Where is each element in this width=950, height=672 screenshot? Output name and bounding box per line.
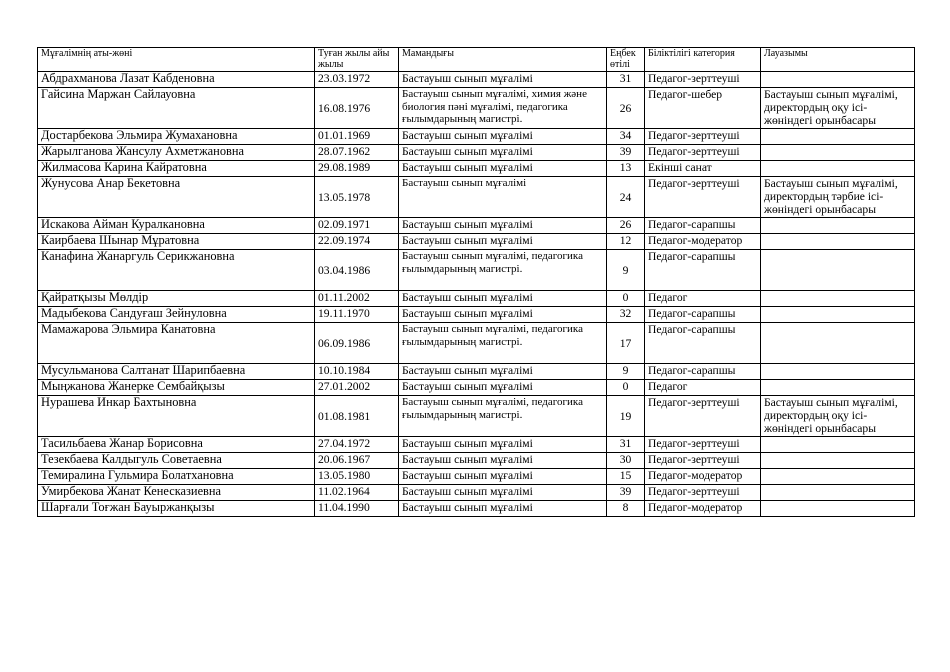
table-row [38, 177, 915, 218]
cell-position [761, 161, 915, 177]
cell-category: Педагог-сарапшы [645, 250, 761, 291]
cell-dob: 01.08.1981 [315, 396, 399, 437]
cell-name: Искакова Айман Куралкановна [38, 218, 315, 234]
header-name: Мұғалімнің аты-жөні [38, 48, 315, 72]
cell-name: Достарбекова Эльмира Жумахановна [38, 129, 315, 145]
cell-position [761, 234, 915, 250]
cell-experience: 26 [607, 88, 645, 129]
cell-category: Педагог-сарапшы [645, 364, 761, 380]
table-row [38, 364, 915, 380]
cell-name: Мадыбекова Сандуғаш Зейнуловна [38, 307, 315, 323]
cell-experience: 24 [607, 177, 645, 218]
cell-category: Педагог-сарапшы [645, 307, 761, 323]
cell-specialty: Бастауыш сынып мұғалімі [399, 129, 607, 145]
cell-dob: 16.08.1976 [315, 88, 399, 129]
cell-position [761, 364, 915, 380]
table-row [38, 145, 915, 161]
cell-category: Педагог-зерттеуші [645, 145, 761, 161]
table-row [38, 291, 915, 307]
cell-experience: 9 [607, 364, 645, 380]
cell-experience: 9 [607, 250, 645, 291]
cell-position [761, 291, 915, 307]
cell-category: Педагог-модератор [645, 234, 761, 250]
cell-name: Нурашева Инкар Бахтыновна [38, 396, 315, 437]
cell-dob: 29.08.1989 [315, 161, 399, 177]
cell-name: Абдрахманова Лазат Кабденовна [38, 72, 315, 88]
staff-table [37, 47, 915, 517]
cell-category: Педагог-зерттеуші [645, 129, 761, 145]
cell-name: Тезекбаева Калдыгуль Советаевна [38, 453, 315, 469]
table-row [38, 161, 915, 177]
cell-specialty: Бастауыш сынып мұғалімі [399, 380, 607, 396]
cell-dob: 10.10.1984 [315, 364, 399, 380]
cell-name: Каирбаева Шынар Мұратовна [38, 234, 315, 250]
cell-name: Қайратқызы Мөлдір [38, 291, 315, 307]
cell-position [761, 437, 915, 453]
cell-experience: 13 [607, 161, 645, 177]
cell-position [761, 380, 915, 396]
cell-dob: 28.07.1962 [315, 145, 399, 161]
cell-category: Педагог-зерттеуші [645, 453, 761, 469]
cell-experience: 39 [607, 145, 645, 161]
header-specialty: Мамандығы [399, 48, 607, 72]
cell-specialty: Бастауыш сынып мұғалімі, педагогика ғылымдарының магистрі. [399, 323, 607, 364]
cell-specialty: Бастауыш сынып мұғалімі [399, 469, 607, 485]
table-row [38, 88, 915, 129]
cell-dob: 20.06.1967 [315, 453, 399, 469]
cell-position [761, 145, 915, 161]
cell-dob: 23.03.1972 [315, 72, 399, 88]
cell-name: Мамажарова Эльмира Канатовна [38, 323, 315, 364]
cell-position [761, 501, 915, 517]
cell-category: Педагог [645, 380, 761, 396]
cell-dob: 01.01.1969 [315, 129, 399, 145]
table-row [38, 485, 915, 501]
cell-category: Екінші санат [645, 161, 761, 177]
cell-name: Умирбекова Жанат Кенесказиевна [38, 485, 315, 501]
cell-dob: 11.04.1990 [315, 501, 399, 517]
cell-experience: 8 [607, 501, 645, 517]
cell-specialty: Бастауыш сынып мұғалімі [399, 218, 607, 234]
cell-experience: 31 [607, 72, 645, 88]
table-row [38, 323, 915, 364]
table-row [38, 250, 915, 291]
cell-dob: 01.11.2002 [315, 291, 399, 307]
cell-position: Бастауыш сынып мұғалімі, директордың оқу ісі-жөніндегі орынбасары [761, 88, 915, 129]
cell-specialty: Бастауыш сынып мұғалімі [399, 364, 607, 380]
table-row [38, 469, 915, 485]
cell-dob: 27.04.1972 [315, 437, 399, 453]
cell-category: Педагог-модератор [645, 501, 761, 517]
cell-position [761, 307, 915, 323]
header-category: Біліктілігі категория [645, 48, 761, 72]
cell-dob: 06.09.1986 [315, 323, 399, 364]
cell-specialty: Бастауыш сынып мұғалімі [399, 291, 607, 307]
cell-name: Гайсина Маржан Сайлауовна [38, 88, 315, 129]
cell-specialty: Бастауыш сынып мұғалімі [399, 145, 607, 161]
cell-category: Педагог-зерттеуші [645, 485, 761, 501]
cell-experience: 39 [607, 485, 645, 501]
cell-experience: 19 [607, 396, 645, 437]
cell-experience: 15 [607, 469, 645, 485]
cell-category: Педагог-зерттеуші [645, 396, 761, 437]
cell-position [761, 218, 915, 234]
cell-specialty: Бастауыш сынып мұғалімі, педагогика ғылымдарының магистрі. [399, 396, 607, 437]
cell-category: Педагог-сарапшы [645, 323, 761, 364]
cell-name: Жунусова Анар Бекетовна [38, 177, 315, 218]
cell-experience: 12 [607, 234, 645, 250]
cell-specialty: Бастауыш сынып мұғалімі [399, 72, 607, 88]
cell-name: Канафина Жанаргуль Серикжановна [38, 250, 315, 291]
cell-dob: 13.05.1980 [315, 469, 399, 485]
cell-experience: 26 [607, 218, 645, 234]
table-row [38, 129, 915, 145]
cell-specialty: Бастауыш сынып мұғалімі [399, 307, 607, 323]
cell-specialty: Бастауыш сынып мұғалімі [399, 234, 607, 250]
cell-position [761, 323, 915, 364]
cell-specialty: Бастауыш сынып мұғалімі [399, 485, 607, 501]
cell-experience: 34 [607, 129, 645, 145]
table-row [38, 501, 915, 517]
cell-category: Педагог-зерттеуші [645, 177, 761, 218]
table-row [38, 437, 915, 453]
cell-name: Жилмасова Карина Кайратовна [38, 161, 315, 177]
cell-category: Педагог-зерттеуші [645, 72, 761, 88]
cell-specialty: Бастауыш сынып мұғалімі [399, 437, 607, 453]
table-row [38, 453, 915, 469]
cell-dob: 27.01.2002 [315, 380, 399, 396]
table-row [38, 234, 915, 250]
cell-position: Бастауыш сынып мұғалімі, директордың оқу ісі-жөніндегі орынбасары [761, 396, 915, 437]
table-row [38, 72, 915, 88]
cell-specialty: Бастауыш сынып мұғалімі, педагогика ғылымдарының магистрі. [399, 250, 607, 291]
cell-position: Бастауыш сынып мұғалімі, директордың тәрбие ісі-жөніндегі орынбасары [761, 177, 915, 218]
cell-dob: 03.04.1986 [315, 250, 399, 291]
table-row [38, 396, 915, 437]
cell-category: Педагог [645, 291, 761, 307]
cell-position [761, 485, 915, 501]
cell-category: Педагог-зерттеуші [645, 437, 761, 453]
cell-name: Шарғали Тоғжан Бауыржанқызы [38, 501, 315, 517]
table-row [38, 380, 915, 396]
cell-position [761, 129, 915, 145]
cell-category: Педагог-модератор [645, 469, 761, 485]
cell-experience: 0 [607, 380, 645, 396]
cell-category: Педагог-шебер [645, 88, 761, 129]
cell-experience: 32 [607, 307, 645, 323]
cell-name: Мыңжанова Жанерке Сембайқызы [38, 380, 315, 396]
cell-experience: 0 [607, 291, 645, 307]
cell-specialty: Бастауыш сынып мұғалімі [399, 177, 607, 218]
cell-dob: 11.02.1964 [315, 485, 399, 501]
table-row [38, 218, 915, 234]
cell-specialty: Бастауыш сынып мұғалімі [399, 501, 607, 517]
cell-category: Педагог-сарапшы [645, 218, 761, 234]
cell-dob: 02.09.1971 [315, 218, 399, 234]
cell-position [761, 250, 915, 291]
cell-specialty: Бастауыш сынып мұғалімі [399, 453, 607, 469]
table-row [38, 307, 915, 323]
cell-experience: 17 [607, 323, 645, 364]
cell-name: Тасильбаева Жанар Борисовна [38, 437, 315, 453]
cell-dob: 19.11.1970 [315, 307, 399, 323]
cell-dob: 13.05.1978 [315, 177, 399, 218]
cell-position [761, 72, 915, 88]
cell-position [761, 469, 915, 485]
cell-specialty: Бастауыш сынып мұғалімі, химия және биология пәні мұғалімі, педагогика ғылымдарының магистрі. [399, 88, 607, 129]
cell-experience: 31 [607, 437, 645, 453]
cell-dob: 22.09.1974 [315, 234, 399, 250]
cell-position [761, 453, 915, 469]
table-header-row [38, 48, 915, 72]
cell-name: Жарылганова Жансулу Ахметжановна [38, 145, 315, 161]
header-position: Лауазымы [761, 48, 915, 72]
header-dob: Туған жылы айы жылы [315, 48, 399, 72]
cell-name: Темиралина Гульмира Болатхановна [38, 469, 315, 485]
cell-specialty: Бастауыш сынып мұғалімі [399, 161, 607, 177]
header-experience: Еңбек өтілі [607, 48, 645, 72]
cell-name: Мусульманова Салтанат Шарипбаевна [38, 364, 315, 380]
cell-experience: 30 [607, 453, 645, 469]
